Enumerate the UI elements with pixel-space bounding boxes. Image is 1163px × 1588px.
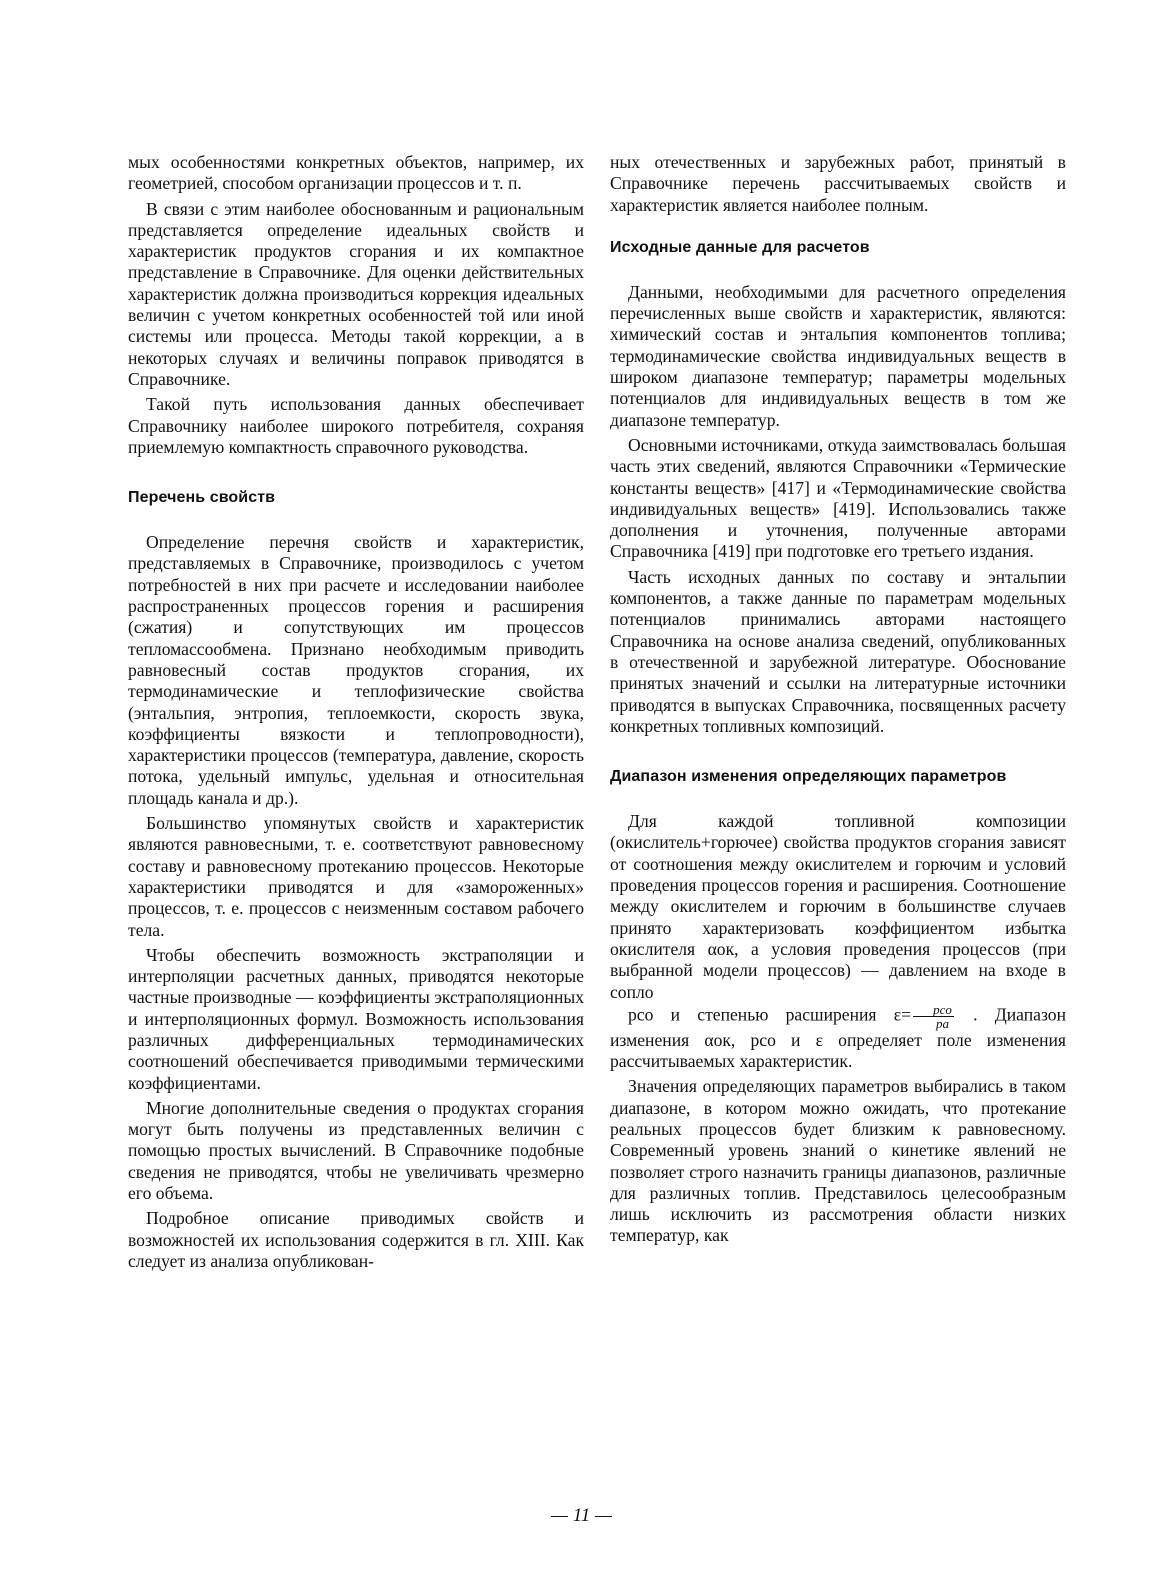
fraction-denominator: pa <box>935 1015 949 1031</box>
left-column <box>128 152 584 1272</box>
paragraph <box>610 811 1066 1072</box>
paragraph: Данными, необходимыми для расчетного определения перечисленных выше свойств и характеристик, являются: химический состав и энтальпия компонентов топлива; термодинамические свойства индивидуальных веществ в широком диапазоне температур; параметры модельных потенциалов для индивидуальных веществ в том же диапазоне температур. <box>610 281 1066 430</box>
paragraph: Такой путь использования данных обеспечивает Справочнику наиболее широкого потребителя, сохраняя приемлемую компактность справочного руководства. <box>128 394 584 457</box>
fraction-numerator: pco <box>913 1003 954 1017</box>
paragraph-text: Для каждой топливной композиции (окислитель+горючее) свойства продуктов сгорания зависят от соотношения между окислителем и горючим и условий проведения процессов горения и расширения. Соотношение между окислителем и горючим в большинстве случаев принято характеризовать коэффициентом избытка окислителя αок, а условия проведения процессов (при выбранной модели процессов) — давлением на входе в сопло <box>610 811 1066 1002</box>
section-heading: Перечень свойств <box>128 489 276 507</box>
paragraph: Подробное описание приводимых свойств и возможностей их использования содержится в гл. XIII. Как следует из анализа опубликован- <box>128 1208 584 1271</box>
formula-text-start: pco и степенью расширения ε= <box>628 1004 912 1025</box>
paragraph: ных отечественных и зарубежных работ, принятый в Справочнике перечень рассчитываемых свойств и характеристик является наиболее полным. <box>610 152 1066 215</box>
paragraph: Значения определяющих параметров выбирались в таком диапазоне, в котором можно ожидать, что протекание реальных процессов будет близким к равновесному. Современный уровень знаний о кинетике явлений не позволяет строго назначить границы диапазонов, различные для различных топлив. Представилось целесообразным лишь исключить из рассмотрения области низких температур, как <box>610 1076 1066 1246</box>
expansion-ratio-fraction <box>913 1003 954 1030</box>
paragraph: Основными источниками, откуда заимствовалась большая часть этих сведений, являются Справочники «Термические константы веществ» [417] и «Термодинамические свойства индивидуальных веществ» [419]. Использовались также дополнения и уточнения, полученные авторами Справочника [419] при подготовке его третьего издания. <box>610 434 1066 562</box>
paragraph: мых особенностями конкретных объектов, например, их геометрией, способом организации процессов и т. п. <box>128 152 584 194</box>
paragraph: Чтобы обеспечить возможность экстраполяции и интерполяции расчетных данных, приводятся некоторые частные производные — коэффициенты экстраполяционных и интерполяционных формул. Возможность использования различных дифференциальных термодинамических соотношений обеспечивается приводимыми термическими коэффициентами. <box>128 944 584 1093</box>
right-column <box>610 152 1066 1247</box>
paragraph: Часть исходных данных по составу и энтальпии компонентов, а также данные по параметрам модельных потенциалов принимались авторами настоящего Справочника на основе анализа сведений, опубликованных в отечественной и зарубежной литературе. Обоснование принятых значений и ссылки на литературные источники приводятся в выпусках Справочника, посвященных расчету конкретных топливных композиций. <box>610 566 1066 736</box>
paragraph: Определение перечня свойств и характеристик, представляемых в Справочнике, производилось с учетом потребностей в них при расчете и исследовании наиболее распространенных процессов горения и расширения (сжатия) и сопутствующих им процессов тепломассообмена. Признано необходимым приводить равновесный состав продуктов сгорания, их термодинамические и теплофизические свойства (энтальпия, энтропия, теплоемкости, скорость звука, коэффициенты вязкости и теплопроводности), характеристики процессов (температура, давление, скорость потока, удельный импульс, удельная и относительная площадь канала и др.). <box>128 532 584 808</box>
paragraph: В связи с этим наиболее обоснованным и рациональным представляется определение идеальных свойств и характеристик продуктов сгорания и их компактное представление в Справочнике. Для оценки действительных характеристик должна производиться коррекция идеальных величин с учетом конкретных особенностей той или иной системы или процесса. Методы такой коррекции, а в некоторых случаях и величины поправок приводятся в Справочнике. <box>128 198 584 389</box>
paragraph: Большинство упомянутых свойств и характеристик являются равновесными, т. е. соответствуют равновесному составу и равновесному протеканию процессов. Некоторые характеристики приводятся и для «замороженных» процессов, т. е. процессов с неизменным составом рабочего тела. <box>128 813 584 940</box>
paragraph: Многие дополнительные сведения о продуктах сгорания могут быть получены из представленных величин с помощью простых вычислений. В Справочнике подобные сведения не приводятся, чтобы не увеличивать чрезмерно его объема. <box>128 1097 584 1204</box>
formula-line <box>610 1003 1066 1073</box>
formula-text-end: . Диапазон изменения αок, pco и ε определяет поле изменения рассчитываемых характеристик. <box>610 1004 1066 1072</box>
page-number: — 11 — <box>551 1505 612 1526</box>
section-heading: Диапазон изменения определяющих параметров <box>610 768 1007 786</box>
section-heading: Исходные данные для расчетов <box>610 238 870 256</box>
